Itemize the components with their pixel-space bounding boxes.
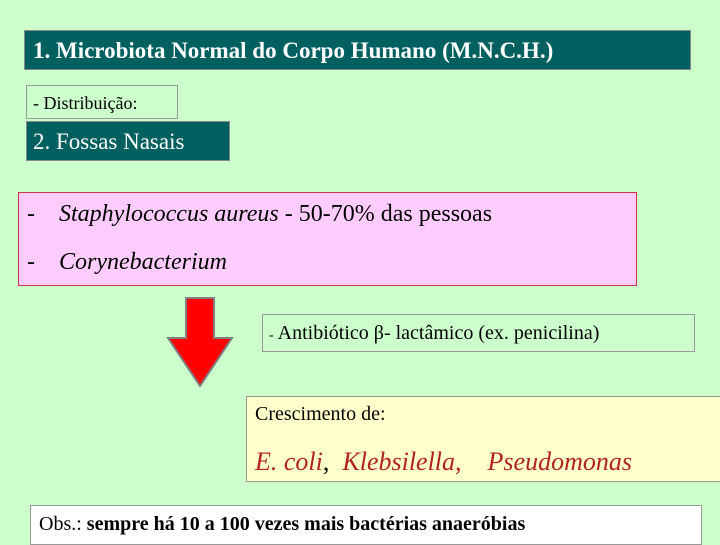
organism-name: Klebsilella, — [342, 447, 462, 476]
organism-name: Pseudomonas — [487, 447, 632, 476]
bacteria-name: Corynebacterium — [59, 249, 227, 275]
growth-label: Crescimento de: — [255, 403, 386, 425]
bacteria-item — [27, 201, 492, 228]
observation-text: sempre há 10 a 100 vezes mais bactérias anaeróbias — [86, 513, 526, 535]
slide-title: 1. Microbiota Normal do Corpo Humano (M.N.C.H.) — [24, 30, 691, 70]
growth-box — [246, 396, 720, 482]
organism-name: E. coli — [255, 447, 323, 476]
observation-prefix: Obs.: — [39, 513, 82, 535]
bullet-dash: - — [27, 249, 35, 275]
organism-separator: , — [322, 447, 330, 476]
antibiotic-text: Antibiótico β- lactâmico (ex. penicilina) — [277, 322, 600, 344]
bacteria-item — [27, 249, 227, 276]
observation-box — [30, 505, 702, 545]
bacteria-note: - 50-70% das pessoas — [278, 201, 493, 227]
antibiotic-box — [262, 314, 695, 352]
bullet-dash: - — [269, 328, 274, 343]
bacteria-name: Staphylococcus aureus — [59, 201, 279, 227]
bacteria-box — [18, 192, 637, 286]
down-arrow-icon — [166, 296, 234, 388]
bullet-dash: - — [27, 201, 35, 227]
distribution-label: - Distribuição: — [26, 85, 178, 119]
section-title: 2. Fossas Nasais — [26, 121, 230, 161]
organism-list — [255, 447, 632, 477]
